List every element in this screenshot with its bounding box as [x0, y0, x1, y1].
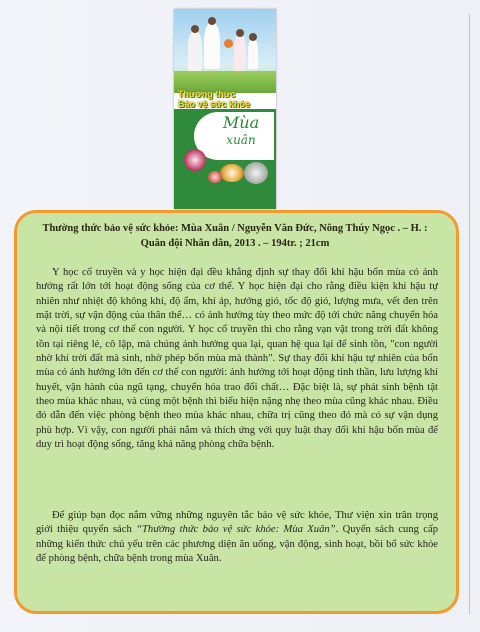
cover-script-subtitle: xuân [226, 133, 256, 147]
food-bowl-image [220, 164, 244, 182]
book-cover [174, 9, 276, 209]
paragraph-2-rest: . Quyển sách cung cấp những kiến thức chủ yếu trên các phương diện ăn uống, vận động, sinh hoạt, bồi bổ sức khỏe để phòng bệnh, chữa bệnh trong mùa Xuân. [36, 524, 439, 565]
cover-person [234, 35, 246, 71]
cover-person [188, 31, 202, 71]
description-paragraph-2 [36, 509, 438, 566]
ball-icon [224, 39, 233, 48]
cover-head [191, 25, 199, 33]
cover-title-line1: Thường thức [178, 89, 236, 99]
cover-person [204, 23, 220, 69]
cover-script-title: Mùa [222, 113, 260, 132]
description-paragraph-1: Y học cổ truyền và y học hiện đại đều khẳng định sự thay đổi khí hậu bốn mùa có ảnh hưởng rất lớn tới hoạt động sống của cơ thể. Y học hiện đại cho rằng điều kiện khí hậu tự nhiên như nhiệt độ không khí, độ ẩm, khí áp, hướng gió, tốc độ gió, lượng mưa, vết đen trên mặt trời, sự vận động của thân thể… có ảnh hưởng tùy theo mức độ tới chức năng chuyển hóa và nội tiết trong cơ thể con người. Y học cổ truyền thì cho rằng vạn vật trong trời đất không tồn tại riêng lẻ, cô lập, mà chúng ảnh hưởng qua lại, quan hệ qua lại để sinh tồn, "con người nhờ khí trời đất mà sinh, nhờ phép bốn mùa mà thành". Sự thay đổi khí hậu tự nhiên của bốn mùa có ảnh hưởng lớn đến cơ thể con người: ảnh hưởng tới hoạt động tinh thần, lưu lượng khí huyết, vận hành của ngũ tạng, chuyển hóa trao đổi chất… Đặc biệt là, sự phát sinh bệnh tật theo mùa khác nhau, và cùng một bệnh thì biểu hiện nặng nhẹ theo mùa cũng khác nhau. Điều đó dẫn đến việc phòng bệnh theo mùa khác nhau, chữa trị cũng theo đó mà có sự vận dụng phù hợp. Vì vậy, con người phải nắm và thích ứng với quy luật thay đổi khí hậu bốn mùa để duy trì hoạt động sống, tăng khả năng phòng chữa bệnh. [36, 267, 438, 451]
cover-title [178, 89, 272, 109]
cover-head [236, 29, 244, 37]
cover-head [249, 33, 257, 41]
pomegranate-image [184, 149, 206, 171]
cover-person [248, 39, 258, 69]
catalog-heading: Thường thức bảo vệ sức khỏe: Mùa Xuân / Nguyễn Văn Đức, Nông Thúy Ngọc . – H. : Quân đội Nhân dân, 2013 . – 194tr. ; 21cm [42, 223, 428, 249]
food-garnish-image [208, 171, 222, 183]
margin-line [469, 14, 470, 614]
cover-head [208, 17, 216, 25]
cover-title-line2: Bảo vệ sức khỏe [178, 99, 251, 109]
book-title-italic: “Thường thức bảo vệ sức khỏe: Mùa Xuân” [136, 524, 336, 536]
paragraph-2-intro: Để giúp bạn đọc nắm vững những nguyên tắc bảo vệ sức khỏe, Thư viện xin trân trọng giới thiệu quyển sách [36, 510, 438, 536]
food-dish-image [244, 162, 268, 184]
